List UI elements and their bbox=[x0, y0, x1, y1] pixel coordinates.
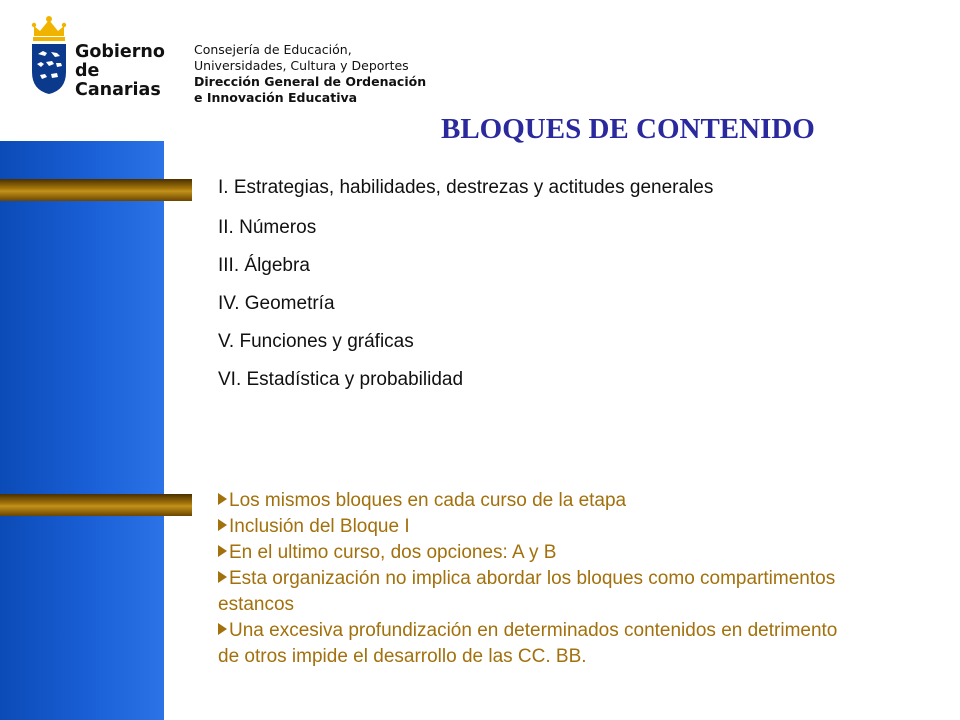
block-item: V. Funciones y gráficas bbox=[218, 331, 414, 352]
content-blocks-list bbox=[218, 176, 758, 406]
block-item: IV. Geometría bbox=[218, 293, 335, 314]
arrow-bullet-icon bbox=[218, 545, 227, 557]
block-item: II. Números bbox=[218, 217, 317, 238]
government-name: Gobierno de Canarias bbox=[75, 42, 165, 100]
arrow-bullet-icon bbox=[218, 571, 227, 583]
department-name: Consejería de Educación, Universidades, Cultura y Deportes Dirección General de Ordenación e Innovación Educativa bbox=[194, 42, 427, 105]
arrow-bullet-icon bbox=[218, 623, 227, 635]
note-item: Una excesiva profundización en determinados contenidos en detrimento de otros impide el desarrollo de las CC. BB. bbox=[218, 620, 838, 667]
block-item: I. Estrategias, habilidades, destrezas y actitudes generales bbox=[218, 177, 714, 198]
arrow-bullet-icon bbox=[218, 493, 227, 505]
slide-title: BLOQUES DE CONTENIDO bbox=[441, 113, 815, 145]
note-item: En el ultimo curso, dos opciones: A y B bbox=[218, 540, 848, 566]
coat-of-arms-icon bbox=[28, 14, 70, 96]
block-item: VI. Estadística y probabilidad bbox=[218, 369, 464, 390]
note-item: Esta organización no implica abordar los bloques como compartimentos estancos bbox=[218, 568, 836, 615]
arrow-bullet-icon bbox=[218, 519, 227, 531]
gold-accent-bar-top bbox=[0, 179, 192, 201]
note-item: Los mismos bloques en cada curso de la etapa bbox=[218, 488, 848, 514]
block-item: III. Álgebra bbox=[218, 255, 310, 276]
government-logo bbox=[28, 14, 178, 100]
notes-list bbox=[218, 488, 848, 670]
note-item: Inclusión del Bloque I bbox=[218, 514, 848, 540]
left-blue-bar bbox=[0, 141, 164, 720]
gold-accent-bar-middle bbox=[0, 494, 192, 516]
